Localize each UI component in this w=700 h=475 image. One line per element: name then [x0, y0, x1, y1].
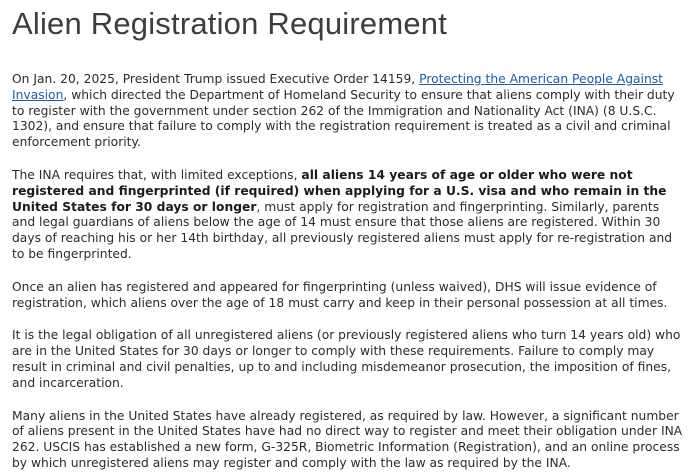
paragraph-executive-order: [12, 72, 684, 151]
paragraph-text: , which directed the Department of Homeland Security to ensure that aliens comply with their duty to register with the government under section 262 of the Immigration and Nationality Act (INA) (8 U.S.C. 1302), and ensure that failure to comply with the registration requirement is treated as a civil and criminal enforcement priority.: [12, 87, 675, 150]
paragraph-text: , must apply for registration and fingerprinting. Similarly, parents and legal guardians of aliens below the age of 14 must ensure that those aliens are registered. Within 30 days of reaching his or her 14th birthday, all previously registered aliens must apply for re-registration and to be fingerprinted.: [12, 199, 673, 261]
paragraph-text: On Jan. 20, 2025, President Trump issued Executive Order 14159,: [12, 72, 420, 86]
paragraph-legal-obligation: It is the legal obligation of all unregistered aliens (or previously registered aliens who turn 14 years old) who are in the United States for 30 days or longer to comply with these requirements. Failure to comply may result in criminal and civil penalties, up to and including misdemeanor prosecution, the imposition of fines, and incarceration.: [12, 328, 681, 390]
article-body: [12, 72, 684, 472]
paragraph-new-form: Many aliens in the United States have already registered, as required by law. However, a significant number of aliens present in the United States have had no direct way to register and meet their obligation under INA 262. USCIS has established a new form, G-325R, Biometric Information (Registration), and an online process by which unregistered aliens may register and comply with the law as required by the INA.: [12, 408, 683, 470]
paragraph-text: The INA requires that, with limited exceptions,: [12, 167, 302, 182]
emphasized-requirement: all aliens 14 years of age or older who were not registered and fingerprinted (if required) when applying for a U.S. visa and who remain in the United States for 30 days or longer: [12, 167, 667, 214]
paragraph-ina-requirement: [12, 168, 684, 263]
executive-order-link[interactable]: Protecting the American People Against Invasion: [12, 72, 663, 102]
paragraph-evidence-of-registration: Once an alien has registered and appeared for fingerprinting (unless waived), DHS will issue evidence of registration, which aliens over the age of 18 must carry and keep in their personal possession at all times.: [12, 279, 668, 310]
page-title: Alien Registration Requirement: [12, 6, 448, 41]
